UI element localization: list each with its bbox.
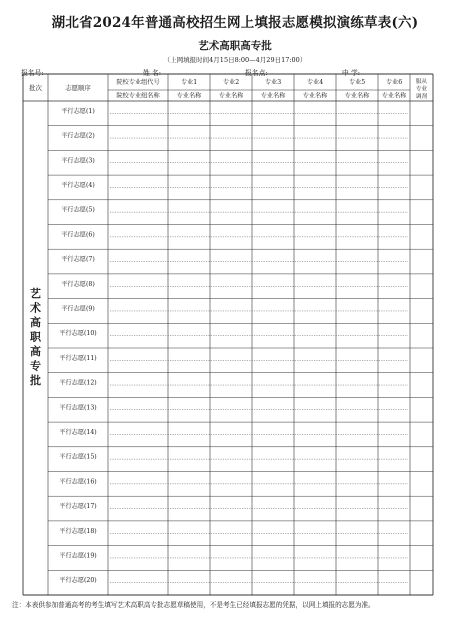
header-major-name-4: 专业名称: [302, 92, 328, 100]
header-major-name-1: 专业名称: [176, 92, 202, 100]
row-label-20: 平行志愿(20): [59, 577, 97, 585]
header-major-name-2: 专业名称: [218, 92, 244, 100]
header-major-6: 专业6: [385, 79, 403, 86]
header-major-5: 专业5: [348, 79, 366, 86]
header-major-name-5: 专业名称: [344, 92, 370, 100]
row-label-9: 平行志愿(9): [61, 305, 95, 313]
row-label-7: 平行志愿(7): [61, 256, 95, 264]
row-label-2: 平行志愿(2): [61, 132, 95, 140]
row-label-13: 平行志愿(13): [59, 404, 97, 412]
row-label-12: 平行志愿(12): [59, 379, 97, 387]
row-label-16: 平行志愿(16): [59, 478, 97, 486]
header-order: 志愿顺序: [65, 84, 91, 92]
header-adjust-line-3: 调剂: [415, 94, 428, 100]
row-label-10: 平行志愿(10): [59, 330, 97, 338]
header-major-3: 专业3: [264, 79, 282, 86]
exam-number-label: 报名号:: [21, 69, 44, 77]
row-label-6: 平行志愿(6): [61, 231, 95, 239]
batch-name-char-4: 职: [30, 330, 41, 344]
batch-name-char-6: 专: [30, 359, 41, 373]
row-label-17: 平行志愿(17): [59, 503, 97, 511]
header-adjust-line-2: 专业: [415, 86, 428, 93]
row-label-8: 平行志愿(8): [61, 280, 95, 288]
school-label: 中 学:: [342, 69, 361, 77]
batch-name-char-2: 术: [30, 301, 41, 315]
document-title: 湖北省2024年普通高校招生网上填报志愿模拟演练草表(六): [51, 15, 419, 31]
header-adjust-line-1: 服从: [415, 79, 428, 85]
batch-name-char-7: 批: [30, 374, 41, 387]
batch-name-char-1: 艺: [30, 287, 41, 300]
header-group-code: 院校专业组代号: [116, 79, 160, 86]
header-major-name-6: 专业名称: [381, 92, 407, 100]
row-label-11: 平行志愿(11): [59, 354, 97, 362]
registration-site-label: 报名点:: [245, 69, 268, 77]
submission-time-note: （上网填报时间4月15日8:00—4月29日17:00）: [163, 56, 307, 64]
batch-subtitle: 艺术高职高专批: [198, 40, 272, 52]
batch-name-char-5: 高: [30, 345, 41, 358]
batch-name-char-3: 高: [30, 316, 41, 329]
header-major-1: 专业1: [180, 79, 198, 86]
row-label-19: 平行志愿(19): [59, 552, 97, 560]
row-label-3: 平行志愿(3): [61, 157, 95, 165]
row-label-5: 平行志愿(5): [61, 206, 95, 214]
row-label-18: 平行志愿(18): [59, 527, 97, 535]
header-major-name-3: 专业名称: [260, 92, 286, 100]
header-batch: 批次: [29, 84, 42, 92]
footnote: 注：本表供参加普通高考的考生填写艺术高职高专批志愿草稿使用，不是考生已经填报志愿的凭据，以网上填报的志愿为准。: [12, 601, 375, 609]
header-major-2: 专业2: [222, 79, 240, 86]
row-label-15: 平行志愿(15): [59, 453, 97, 461]
row-label-1: 平行志愿(1): [61, 107, 95, 115]
row-label-14: 平行志愿(14): [59, 428, 97, 436]
name-label: 姓 名:: [143, 69, 162, 77]
header-group-name: 院校专业组名称: [116, 92, 160, 100]
row-label-4: 平行志愿(4): [61, 181, 95, 189]
header-major-4: 专业4: [306, 79, 324, 86]
